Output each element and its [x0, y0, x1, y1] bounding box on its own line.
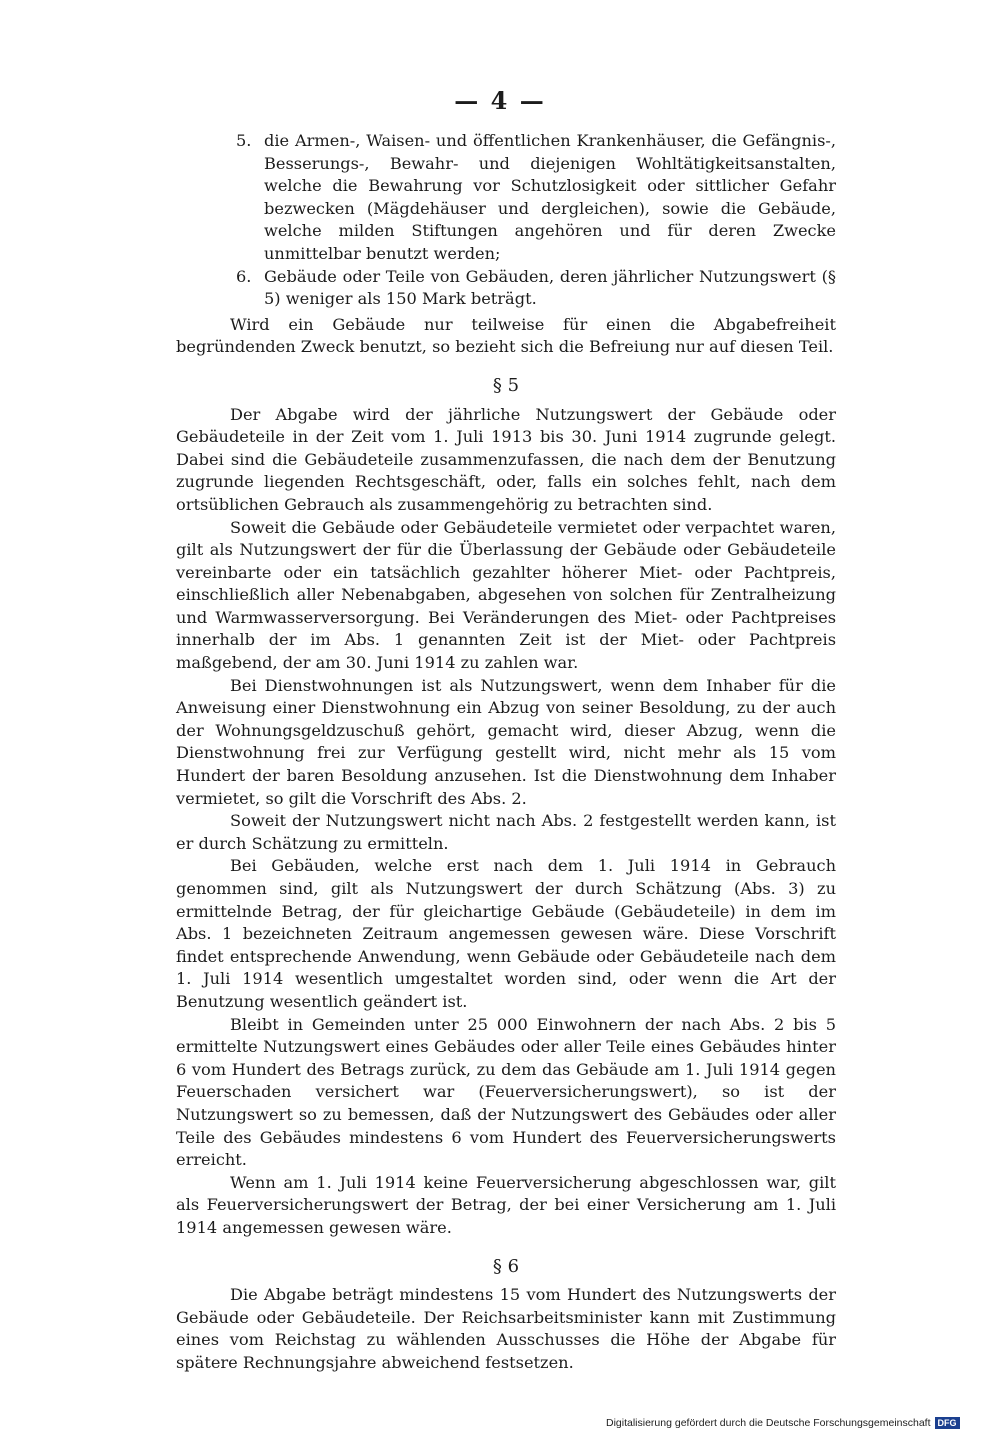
page-number: — 4 —	[454, 86, 546, 115]
list-item-number: 5.	[236, 131, 252, 150]
footer-text: Digitalisierung gefördert durch die Deutsche Forschungsgemeinschaft	[606, 1417, 931, 1429]
section-heading-6: § 6	[492, 1255, 520, 1277]
paragraph: Bei Dienstwohnungen ist als Nutzungswert, wenn dem Inhaber für die Anweisung einer Dienstwohnung ein Abzug von seiner Besoldung, zu der auch der Wohnungsgeldzuschuß gehört, gemacht wird, dieser Abzug, wenn die Dienstwohnung frei zur Verfügung gestellt wird, nicht mehr als 15 vom Hundert der baren Besoldung anzusehen. Ist die Dienstwohnung dem Inhaber vermietet, so gilt die Vorschrift des Abs. 2.	[176, 675, 836, 808]
paragraph: Die Abgabe beträgt mindestens 15 vom Hundert des Nutzungswerts der Gebäude oder Gebäudeteile. Der Reichsarbeitsminister kann mit Zustimmung eines vom Reichstag zu wählenden Ausschusses die Höhe der Abgabe für spätere Rechnungsjahre abweichend festsetzen.	[176, 1285, 836, 1372]
paragraph: Soweit die Gebäude oder Gebäudeteile vermietet oder verpachtet waren, gilt als Nutzungswert der für die Überlassung der Gebäude oder Gebäudeteile vereinbarte oder ein tatsächlich gezahlter höherer Miet- oder Pachtpreis, einschließlich aller Nebenabgaben, abgesehen von solchen für Zentralheizung und Warmwasserversorgung. Bei Veränderungen des Miet- oder Pachtpreises innerhalb der im Abs. 1 genannten Zeit ist der Miet- oder Pachtpreis maßgebend, der am 30. Juni 1914 zu zahlen war.	[176, 517, 836, 673]
section-heading-5: § 5	[492, 374, 520, 396]
document-body	[176, 130, 836, 1374]
paragraph: Wenn am 1. Juli 1914 keine Feuerversicherung abgeschlossen war, gilt als Feuerversicherungswert der Betrag, der bei einer Versicherung am 1. Juli 1914 angemessen gewesen wäre.	[176, 1172, 836, 1237]
list-item	[236, 130, 836, 266]
paragraph: Bei Gebäuden, welche erst nach dem 1. Juli 1914 in Gebrauch genommen sind, gilt als Nutzungswert der durch Schätzung (Abs. 3) zu ermittelnde Betrag, der für gleichartige Gebäude (Gebäudeteile) in dem im Abs. 1 bezeichneten Zeitraum angemessen gewesen wäre. Diese Vorschrift findet entsprechende Anwendung, wenn Gebäude oder Gebäudeteile nach dem 1. Juli 1914 wesentlich umgestaltet worden sind, oder wenn die Art der Benutzung wesentlich geändert ist.	[176, 856, 836, 1011]
list-item-text: Gebäude oder Teile von Gebäuden, deren jährlicher Nutzungswert (§ 5) weniger als 150 Mark beträgt.	[264, 266, 836, 309]
paragraph: Der Abgabe wird der jährliche Nutzungswert der Gebäude oder Gebäudeteile in der Zeit vom 1. Juli 1913 bis 30. Juni 1914 zugrunde gelegt. Dabei sind die Gebäudeteile zusammenzufassen, die nach dem der Benutzung zugrunde liegenden Rechtsgeschäft, oder, falls ein solches fehlt, nach dem ortsüblichen Gebrauch als zusammengehörig zu betrachten sind.	[176, 404, 836, 514]
list-item-number: 6.	[236, 266, 252, 286]
paragraph: Bleibt in Gemeinden unter 25 000 Einwohnern der nach Abs. 2 bis 5 ermittelte Nutzungswert eines Gebäudes oder aller Teile eines Gebäudes hinter 6 vom Hundert des Betrags zurück, zu dem das Gebäude am 1. Juli 1914 gegen Feuerschaden versichert war (Feuerversicherungswert), so ist der Nutzungswert so zu bemessen, daß der Nutzungswert des Gebäudes oder aller Teile des Gebäudes mindestens 6 vom Hundert des Feuerversicherungswerts erreicht.	[176, 1014, 836, 1170]
paragraph: Wird ein Gebäude nur teilweise für einen die Abgabefreiheit begründenden Zweck benutzt, so bezieht sich die Befreiung nur auf diesen Teil.	[176, 314, 836, 357]
list-item	[236, 266, 836, 311]
digitization-credit	[606, 1417, 960, 1429]
paragraph: Soweit der Nutzungswert nicht nach Abs. 2 festgestellt werden kann, ist er durch Schätzung zu ermitteln.	[176, 811, 836, 853]
list-item-text: die Armen-, Waisen- und öffentlichen Krankenhäuser, die Gefängnis-, Besserungs-, Bewahr- und diejenigen Wohltätigkeitsanstalten, welche die Bewahrung vor Schutzlosigkeit oder sittlicher Gefahr bezwecken (Mägdehäuser und dergleichen), sowie die Gebäude, welche milden Stiftungen angehören und für deren Zwecke unmittelbar benutzt werden;	[264, 131, 836, 263]
enumerated-list	[176, 130, 836, 311]
dfg-logo-icon: DFG	[935, 1417, 960, 1429]
